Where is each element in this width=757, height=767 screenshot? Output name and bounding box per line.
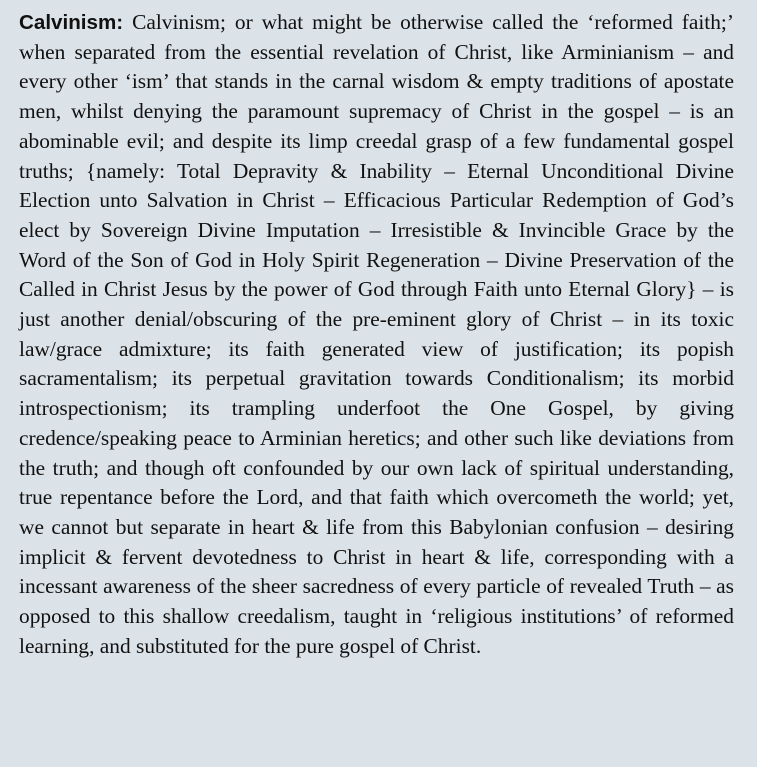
glossary-entry bbox=[19, 8, 734, 661]
entry-term: Calvinism: bbox=[19, 11, 124, 34]
entry-definition: Calvinism; or what might be otherwise called the ‘reformed faith;’ when separated from the essential revelation of Christ, like Arminianism – and every other ‘ism’ that stands in the carnal wisdom & empty traditions of apostate men, whilst denying the paramount supremacy of Christ in the gospel – is an abominable evil; and despite its limp creedal grasp of a few fundamental gospel truths; {namely: Total Depravity & Inability – Eternal Unconditional Divine Election unto Salvation in Christ – Efficacious Particular Redemption of God’s elect by Sovereign Divine Imputation – Irresistible & Invincible Grace by the Word of the Son of God in Holy Spirit Regeneration – Divine Preservation of the Called in Christ Jesus by the power of God through Faith unto Eternal Glory} – is just another denial/obscuring of the pre-eminent glory of Christ – in its toxic law/grace admixture; its faith generated view of justification; its popish sacramentalism; its perpetual gravitation towards Conditionalism; its morbid introspectionism; its trampling underfoot the One Gospel, by giving credence/speaking peace to Arminian heretics; and other such like deviations from the truth; and though oft confounded by our own lack of spiritual understanding, true repentance before the Lord, and that faith which overcometh the world; yet, we cannot but separate in heart & life from this Babylonian confusion – desiring implicit & fervent devotedness to Christ in heart & life, corresponding with a incessant awareness of the sheer sacredness of every particle of revealed Truth – as opposed to this shallow creedalism, taught in ‘religious institutions’ of reformed learning, and substituted for the pure gospel of Christ. bbox=[19, 10, 734, 658]
